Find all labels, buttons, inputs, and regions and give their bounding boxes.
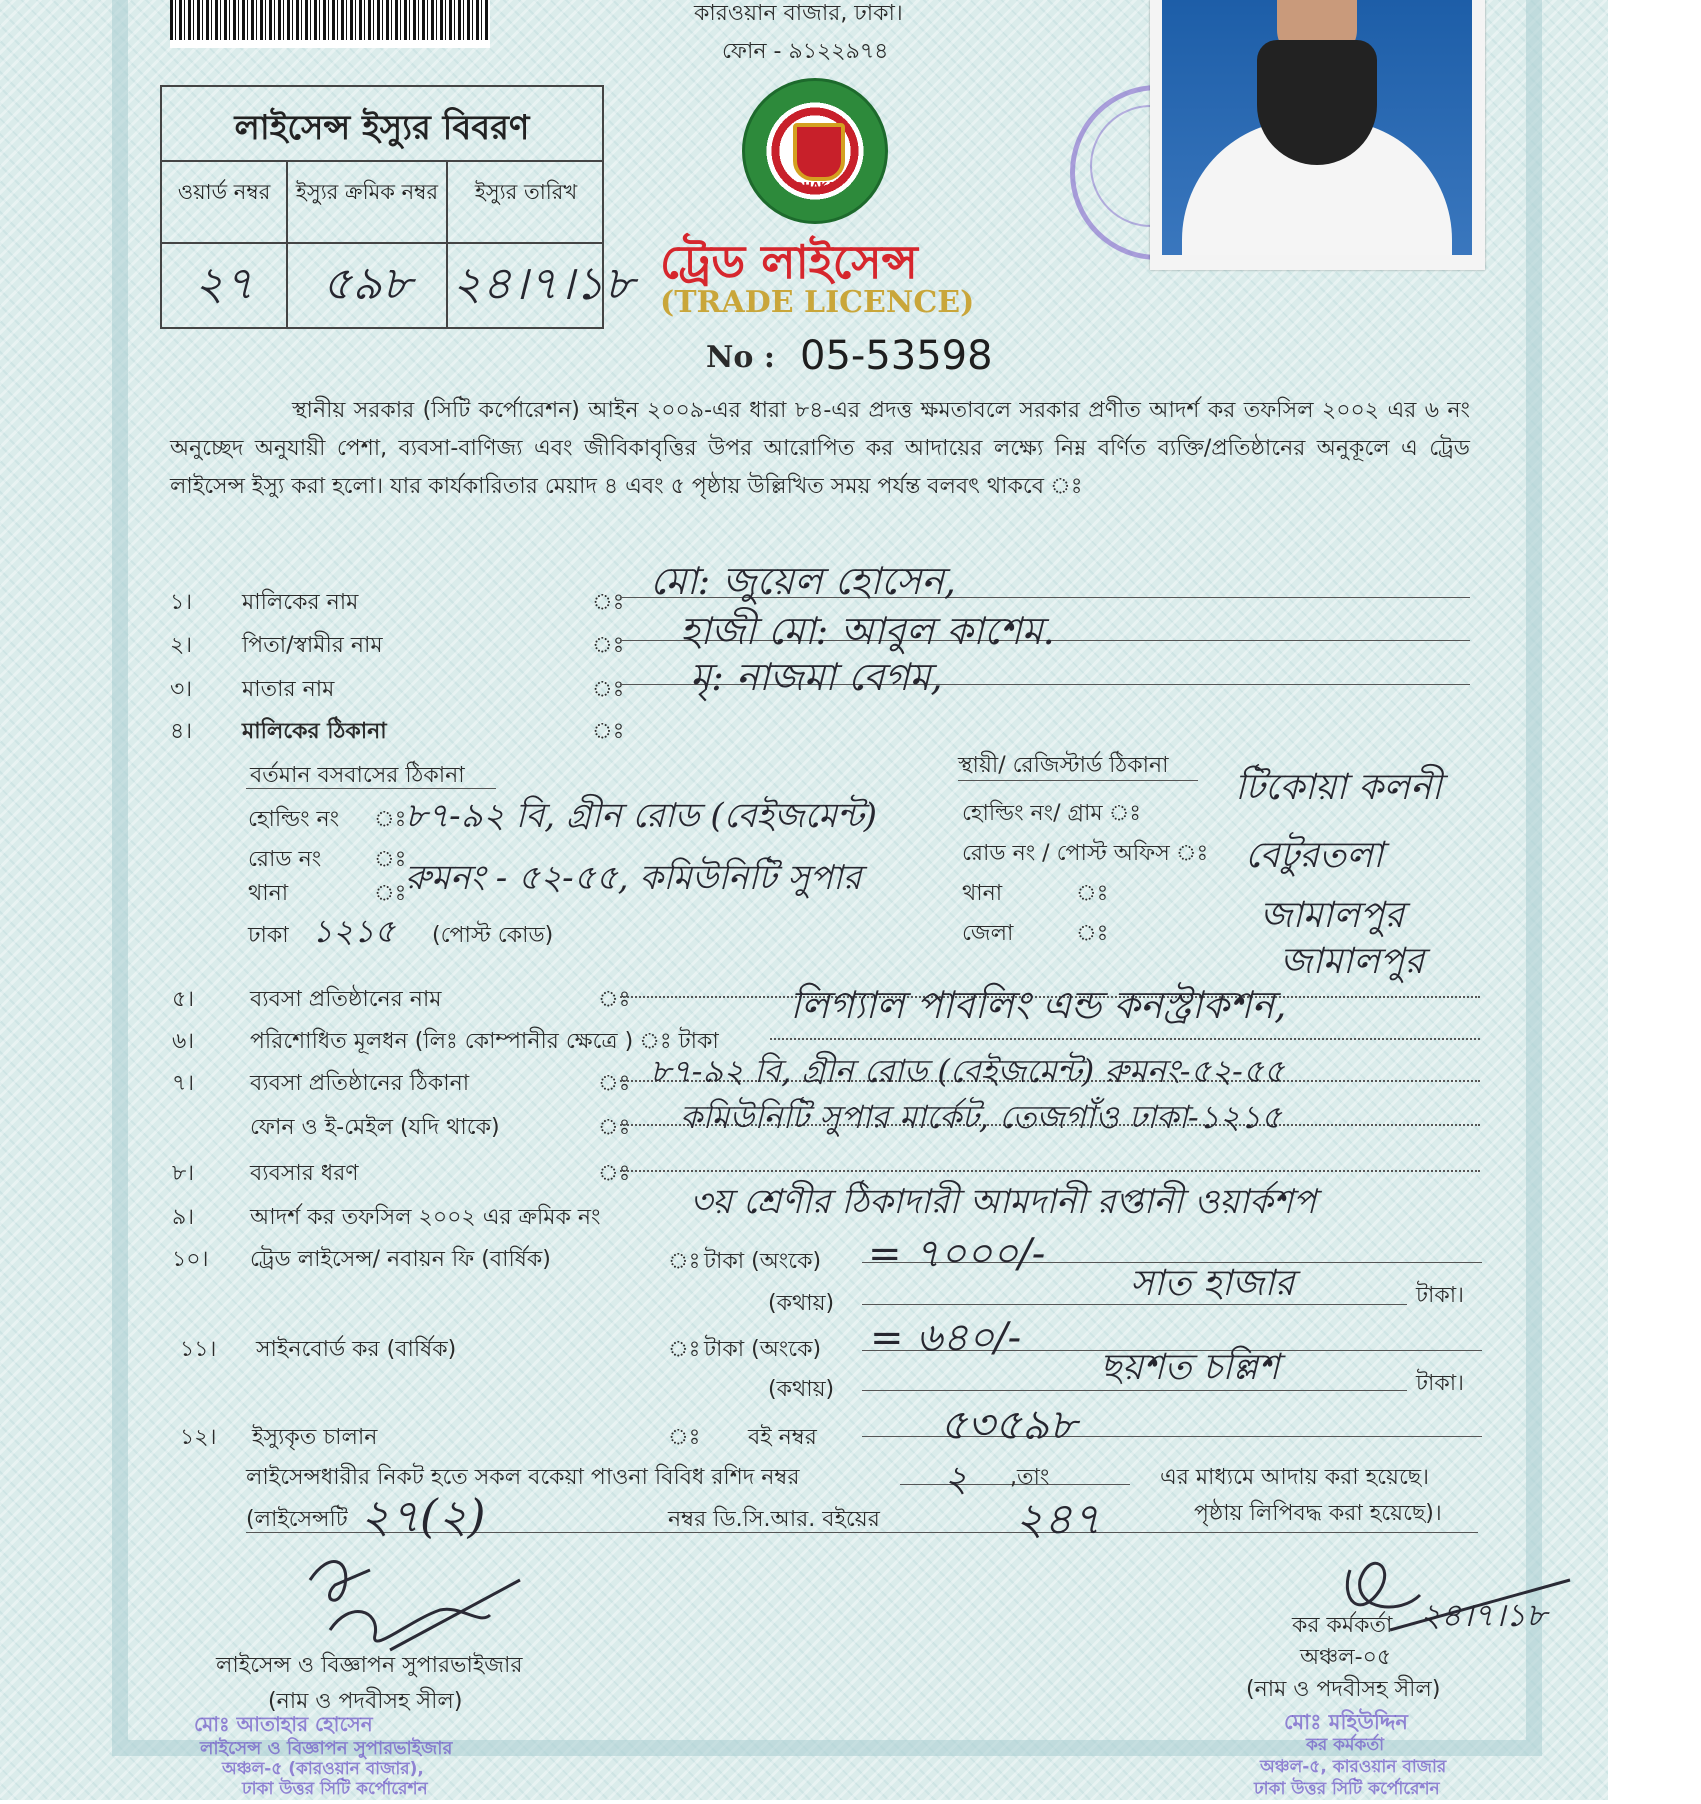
- perm-district-value: জামালপুর: [1280, 941, 1425, 982]
- challan-label: ইস্যুকৃত চালান: [252, 1425, 378, 1450]
- field-number-7: ৭।: [172, 1071, 195, 1096]
- owner-name-label: মালিকের নাম: [242, 590, 359, 615]
- emblem-text: DHAKA: [795, 181, 835, 192]
- perm-road-label: রোড নং / পোস্ট অফিস ঃ: [962, 841, 1209, 866]
- supervisor-stamp-zone: অঞ্চল-৫ (কারওয়ান বাজার),: [222, 1759, 424, 1779]
- owner-address-colon: ঃ: [592, 719, 625, 744]
- business-address-colon: ঃ: [598, 1071, 631, 1096]
- phone-email-value: কমিউনিটি সুপার মার্কেট, তেজগাঁও ঢাকা-১২১৫: [680, 1098, 1282, 1136]
- road-colon: ঃ: [374, 847, 407, 872]
- tax-schedule-serial-label: আদর্শ কর তফসিল ২০০২ এর ক্রমিক নং: [250, 1205, 601, 1230]
- supervisor-stamp-title: লাইসেন্স ও বিজ্ঞাপন সুপারভাইজার: [200, 1738, 453, 1759]
- receipt-suffix: এর মাধ্যমে আদায় করা হয়েছে।: [1160, 1465, 1429, 1490]
- license-no-label: No :: [706, 340, 775, 375]
- page-suffix: পৃষ্ঠায় লিপিবদ্ধ করা হয়েছে)।: [1194, 1501, 1442, 1526]
- tax-officer-stamp-org: ঢাকা উত্তর সিটি কর্পোরেশন: [1254, 1779, 1440, 1799]
- owner-name-value: মো: জুয়েল হোসেন,: [650, 559, 956, 603]
- serial-no-value: ৫৯৮: [322, 256, 412, 310]
- ward-no-value: ২৭: [194, 256, 254, 310]
- title-bangla: ট্রেড লাইসেন্স: [660, 235, 918, 289]
- fee-taka-suffix: টাকা।: [1416, 1283, 1465, 1308]
- business-address-value: ৮৭-৯২ বি, গ্রীন রোড (বেইজমেন্ট) রুমনং-৫২-৫৫: [650, 1052, 1285, 1090]
- license-intro-paragraph: স্থানীয় সরকার (সিটি কর্পোরেশন) আইন ২০০৯-এর ধারা ৮৪-এর প্রদত্ত ক্ষমতাবলে সরকার প্রণীত আদর্শ কর তফসিল ২০০২ এর ৬ নং অনুচ্ছেদ অনুযায়ী পেশা, ব্যবসা-বাণিজ্য এবং জীবিকাবৃত্তির উপর আরোপিত কর আদায়ের লক্ষ্যে নিম্ন বর্ণিত ব্যক্তি/প্রতিষ্ঠানের অনুকূলে এ ট্রেড লাইসেন্স ইস্যু করা হলো। যার কার্যকারিতার মেয়াদ ৪ এবং ৫ পৃষ্ঠায় উল্লিখিত সময় পর্যন্ত বলবৎ থাকবে ঃ: [170, 398, 1470, 499]
- perm-thana-label: থানা: [962, 881, 1003, 906]
- receipt-date-label: ,তাং: [1010, 1465, 1050, 1490]
- signboard-words-label: (কথায়): [768, 1377, 835, 1402]
- book-no-value: ৫৩৫৯৮: [940, 1400, 1077, 1449]
- business-name-colon: ঃ: [598, 987, 631, 1012]
- license-fee-label: ট্রেড লাইসেন্স/ নবায়ন ফি (বার্ষিক): [250, 1247, 551, 1272]
- mother-name-colon: ঃ: [592, 677, 625, 702]
- father-name-value: হাজী মো: আবুল কাশেম.: [680, 609, 1055, 653]
- fee-figure-value: = ৭০০০/-: [868, 1231, 1046, 1277]
- present-address-label: বর্তমান বসবাসের ঠিকানা: [250, 763, 465, 788]
- tax-officer-stamp-zone: অঞ্চল-৫, কারওয়ান বাজার: [1260, 1757, 1447, 1777]
- signboard-colon: ঃ: [668, 1337, 701, 1362]
- tax-officer-stamp-title: কর কর্মকর্তা: [1306, 1735, 1385, 1755]
- field-number-2: ২।: [170, 633, 193, 658]
- tax-officer-zone: অঞ্চল-০৫: [1300, 1645, 1392, 1670]
- father-name-colon: ঃ: [592, 633, 625, 658]
- title-english: (TRADE LICENCE): [660, 285, 975, 320]
- holding-colon: ঃ: [374, 807, 407, 832]
- field-number-3: ৩।: [170, 677, 193, 702]
- signboard-taka-suffix: টাকা।: [1416, 1371, 1465, 1396]
- field-number-12: ১২।: [180, 1425, 217, 1450]
- license-serial-value: ২৭(২): [360, 1489, 486, 1543]
- permanent-address-label: স্থায়ী/ রেজিস্টার্ড ঠিকানা: [958, 753, 1169, 778]
- paid-up-capital-label: পরিশোধিত মূলধন (লিঃ কোম্পানীর ক্ষেত্রে ) ঃ টাকা: [250, 1029, 719, 1054]
- issue-date-header: ইস্যুর তারিখ: [474, 180, 578, 204]
- thana-label: থানা: [248, 881, 289, 906]
- field-number-1: ১।: [170, 590, 193, 615]
- mother-name-label: মাতার নাম: [242, 677, 335, 702]
- fee-colon: ঃ: [668, 1249, 701, 1274]
- owner-name-colon: ঃ: [592, 590, 625, 615]
- license-prefix: (লাইসেন্সটি: [246, 1507, 348, 1532]
- field-number-5: ৫।: [172, 987, 195, 1012]
- dcr-book-label: নম্বর ডি.সি.আর. বইয়ের: [668, 1507, 880, 1532]
- issue-date-value: ২৪।৭।১৮: [451, 256, 635, 310]
- business-type-label: ব্যবসার ধরণ: [250, 1161, 359, 1186]
- supervisor-subtitle: (নাম ও পদবীসহ সীল): [268, 1689, 463, 1714]
- photo-person-beard: [1257, 40, 1377, 165]
- challan-colon: ঃ: [668, 1425, 701, 1450]
- road-no-value: রুমনং - ৫২-৫৫, কমিউনিটি সুপার: [405, 858, 862, 898]
- perm-post-office-value: বেটুরতলা: [1245, 835, 1384, 876]
- field-number-9: ৯।: [172, 1205, 195, 1230]
- perm-thana-value: জামালপুর: [1260, 895, 1405, 936]
- emblem-shield-icon: [793, 123, 845, 181]
- supervisor-stamp-name: মোঃ আতাহার হোসেন: [194, 1712, 373, 1736]
- office-phone: ফোন - ৯১২২৯৭৪: [722, 39, 889, 64]
- tax-officer-subtitle: (নাম ও পদবীসহ সীল): [1246, 1677, 1441, 1702]
- tax-officer-sign-date: ২৪।৭।১৮: [1420, 1596, 1547, 1634]
- issue-box-title: লাইসেন্স ইস্যুর বিবরণ: [234, 108, 530, 148]
- book-no-label: বই নম্বর: [748, 1425, 817, 1450]
- license-no-value: 05-53598: [800, 333, 993, 379]
- business-name-value: লিগ্যাল পাবলিং এন্ড কনস্ট্রাকশন,: [790, 983, 1287, 1027]
- receipt-prefix: লাইসেন্সধারীর নিকট হতে সকল বকেয়া পাওনা বিবিধ রশিদ নম্বর: [246, 1465, 800, 1490]
- supervisor-stamp-org: ঢাকা উত্তর সিটি কর্পোরেশন: [242, 1779, 428, 1799]
- tax-officer-title: কর কর্মকর্তা: [1292, 1613, 1393, 1638]
- mother-name-value: মৃ: নাজমা বেগম,: [690, 655, 943, 699]
- business-type-value: ৩য় শ্রেণীর ঠিকাদারী আমদানী রপ্তানী ওয়ার্কশপ: [690, 1182, 1317, 1222]
- field-number-6: ৬।: [172, 1029, 195, 1054]
- ward-no-header: ওয়ার্ড নম্বর: [177, 180, 271, 204]
- thana-colon: ঃ: [374, 881, 407, 906]
- office-address: কারওয়ান বাজার, ঢাকা।: [694, 1, 903, 26]
- signboard-words-value: ছয়শত চল্লিশ: [1100, 1347, 1280, 1388]
- signboard-tax-label: সাইনবোর্ড কর (বার্ষিক): [256, 1337, 457, 1362]
- holding-no-label: হোল্ডিং নং: [248, 807, 340, 832]
- fee-words-label: (কথায়): [768, 1291, 835, 1316]
- barcode: [170, 0, 490, 48]
- field-number-10: ১০।: [172, 1247, 209, 1272]
- perm-holding-label: হোল্ডিং নং/ গ্রাম ঃ: [962, 801, 1142, 826]
- father-name-label: পিতা/স্বামীর নাম: [242, 633, 383, 658]
- perm-district-label: জেলা: [962, 921, 1014, 946]
- post-code-label: (পোস্ট কোড): [432, 923, 554, 948]
- phone-email-colon: ঃ: [598, 1115, 631, 1140]
- serial-no-header: ইস্যুর ক্রমিক নম্বর: [295, 180, 439, 204]
- dhaka-label: ঢাকা: [248, 923, 289, 948]
- tax-officer-stamp-name: মোঃ মহিউদ্দিন: [1284, 1710, 1408, 1734]
- signboard-figure-value: = ৬৪০/-: [870, 1315, 1022, 1361]
- road-no-label: রোড নং: [248, 847, 322, 872]
- signboard-figure-label: টাকা (অংকে): [704, 1337, 822, 1362]
- receipt-no-value: ২: [944, 1459, 968, 1500]
- post-code-value: ১২১৫: [312, 912, 396, 950]
- owner-address-label: মালিকের ঠিকানা: [242, 719, 387, 744]
- business-address-label: ব্যবসা প্রতিষ্ঠানের ঠিকানা: [250, 1071, 470, 1096]
- supervisor-title: লাইসেন্স ও বিজ্ঞাপন সুপারভাইজার: [216, 1653, 523, 1678]
- perm-district-colon: ঃ: [1076, 921, 1109, 946]
- field-number-4: ৪।: [170, 719, 193, 744]
- dcr-page-value: ২৪৭: [1015, 1494, 1101, 1545]
- perm-village-value: টিকোয়া কলনী: [1235, 767, 1442, 808]
- city-corporation-emblem: [742, 78, 888, 224]
- field-number-11: ১১।: [180, 1337, 217, 1362]
- fee-figure-label: টাকা (অংকে): [704, 1249, 822, 1274]
- phone-email-label: ফোন ও ই-মেইল (যদি থাকে): [250, 1115, 500, 1140]
- business-type-colon: ঃ: [598, 1161, 631, 1186]
- issue-details-box: [160, 85, 635, 329]
- perm-thana-colon: ঃ: [1076, 881, 1109, 906]
- owner-photo: [1150, 0, 1485, 270]
- fee-words-value: সাত হাজার: [1130, 1263, 1295, 1304]
- field-number-8: ৮।: [172, 1161, 195, 1186]
- business-name-label: ব্যবসা প্রতিষ্ঠানের নাম: [250, 987, 442, 1012]
- holding-no-value: ৮৭-৯২ বি, গ্রীন রোড (বেইজমেন্ট): [405, 796, 878, 836]
